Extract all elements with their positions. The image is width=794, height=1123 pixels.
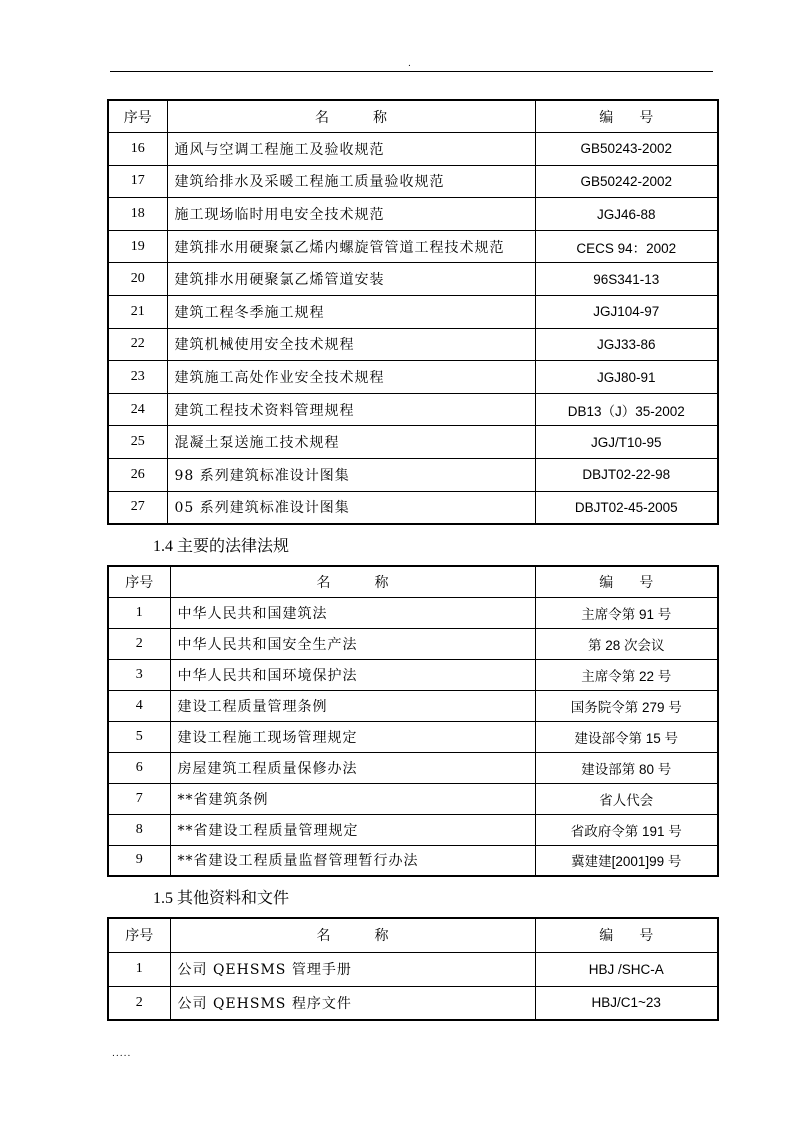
row-number: 3 — [108, 659, 170, 690]
header-name-a: 名 — [315, 109, 329, 126]
row-name: 建设工程施工现场管理规定 — [170, 721, 535, 752]
row-code: 主席令第 91 号 — [535, 597, 718, 628]
row-number: 25 — [108, 426, 167, 459]
header-code — [535, 566, 718, 597]
row-code: CECS 94：2002 — [535, 230, 718, 263]
row-name: 公司 QEHSMS 管理手册 — [170, 952, 535, 986]
row-code: 冀建建[2001]99 号 — [535, 845, 718, 876]
row-code: HBJ /SHC-A — [535, 952, 718, 986]
row-name: 中华人民共和国建筑法 — [170, 597, 535, 628]
row-code: HBJ/C1~23 — [535, 986, 718, 1020]
standards-table — [107, 99, 719, 525]
section-text: 其他资料和文件 — [177, 888, 290, 907]
row-name: 建筑给排水及采暖工程施工质量验收规范 — [167, 165, 535, 198]
row-code: JGJ/T10-95 — [535, 426, 718, 459]
row-code: 建设部第 80 号 — [535, 752, 718, 783]
section-number: 1.4 — [153, 538, 173, 555]
row-name: **省建筑条例 — [170, 783, 535, 814]
row-name: 建筑机械使用安全技术规程 — [167, 328, 535, 361]
header-dot: . — [408, 59, 411, 69]
header-code-a: 编 — [599, 928, 614, 945]
section-text: 主要的法律法规 — [177, 536, 290, 555]
table-row — [108, 198, 718, 231]
row-number: 1 — [108, 952, 170, 986]
row-number: 23 — [108, 361, 167, 394]
header-name-b: 称 — [374, 574, 389, 591]
row-code: 96S341-13 — [535, 263, 718, 296]
row-code: 第 28 次会议 — [535, 628, 718, 659]
header-code-a: 编 — [599, 574, 614, 591]
table-row — [108, 986, 718, 1020]
table-row — [108, 597, 718, 628]
table-row — [108, 491, 718, 524]
row-number: 6 — [108, 752, 170, 783]
row-name: **省建设工程质量监督管理暂行办法 — [170, 845, 535, 876]
row-code: 国务院令第 279 号 — [535, 690, 718, 721]
table-row — [108, 361, 718, 394]
table-row — [108, 721, 718, 752]
table-header-row — [108, 566, 718, 597]
table-row — [108, 690, 718, 721]
table-row — [108, 752, 718, 783]
row-name: **省建设工程质量管理规定 — [170, 814, 535, 845]
header-rule — [110, 71, 713, 72]
row-number: 20 — [108, 263, 167, 296]
header-no: 序号 — [108, 566, 170, 597]
row-name: 公司 QEHSMS 程序文件 — [170, 986, 535, 1020]
row-code: DB13（J）35-2002 — [535, 393, 718, 426]
row-code: GB50242-2002 — [535, 165, 718, 198]
table-row — [108, 845, 718, 876]
row-number: 24 — [108, 393, 167, 426]
table-row — [108, 952, 718, 986]
row-code: JGJ33-86 — [535, 328, 718, 361]
row-code: DBJT02-45-2005 — [535, 491, 718, 524]
row-code: JGJ104-97 — [535, 296, 718, 329]
table-header-row — [108, 918, 718, 952]
row-number: 19 — [108, 230, 167, 263]
table-row — [108, 426, 718, 459]
documents-table — [107, 917, 719, 1021]
row-number: 16 — [108, 133, 167, 166]
row-name: 建筑工程技术资料管理规程 — [167, 393, 535, 426]
row-number: 1 — [108, 597, 170, 628]
row-code: JGJ80-91 — [535, 361, 718, 394]
header-no: 序号 — [108, 100, 167, 133]
standards-table-body — [108, 100, 718, 524]
row-name: 建筑工程冬季施工规程 — [167, 296, 535, 329]
table-row — [108, 628, 718, 659]
row-code: 主席令第 22 号 — [535, 659, 718, 690]
header-name — [170, 566, 535, 597]
row-name: 建筑施工高处作业安全技术规程 — [167, 361, 535, 394]
section-title-1-5 — [153, 889, 289, 908]
row-name: 建筑排水用硬聚氯乙烯管道安装 — [167, 263, 535, 296]
table-row — [108, 133, 718, 166]
table-row — [108, 459, 718, 492]
row-code: DBJT02-22-98 — [535, 459, 718, 492]
row-number: 7 — [108, 783, 170, 814]
header-name-b: 称 — [373, 109, 387, 126]
row-number: 8 — [108, 814, 170, 845]
row-number: 5 — [108, 721, 170, 752]
row-name: 混凝土泵送施工技术规程 — [167, 426, 535, 459]
footer-dots: ..... — [112, 1049, 132, 1059]
header-no: 序号 — [108, 918, 170, 952]
row-number: 18 — [108, 198, 167, 231]
row-name: 通风与空调工程施工及验收规范 — [167, 133, 535, 166]
row-number: 9 — [108, 845, 170, 876]
header-name — [167, 100, 535, 133]
section-title-1-4 — [153, 537, 289, 556]
row-number: 4 — [108, 690, 170, 721]
row-code: 省政府令第 191 号 — [535, 814, 718, 845]
table-row — [108, 230, 718, 263]
row-code: JGJ46-88 — [535, 198, 718, 231]
row-name: 中华人民共和国环境保护法 — [170, 659, 535, 690]
row-number: 2 — [108, 628, 170, 659]
row-name: 房屋建筑工程质量保修办法 — [170, 752, 535, 783]
table-row — [108, 263, 718, 296]
row-name: 建设工程质量管理条例 — [170, 690, 535, 721]
header-code-b: 号 — [639, 574, 654, 591]
header-name-a: 名 — [316, 928, 331, 945]
table-header-row — [108, 100, 718, 133]
row-name: 施工现场临时用电安全技术规范 — [167, 198, 535, 231]
header-code — [535, 100, 718, 133]
header-code-b: 号 — [639, 109, 654, 126]
row-number: 2 — [108, 986, 170, 1020]
row-code: 建设部令第 15 号 — [535, 721, 718, 752]
header-code-b: 号 — [639, 928, 654, 945]
documents-table-body — [108, 918, 718, 1020]
laws-table-body — [108, 566, 718, 876]
row-name: 建筑排水用硬聚氯乙烯内螺旋管管道工程技术规范 — [167, 230, 535, 263]
table-row — [108, 393, 718, 426]
row-name: 05 系列建筑标准设计图集 — [167, 491, 535, 524]
table-row — [108, 328, 718, 361]
row-code: GB50243-2002 — [535, 133, 718, 166]
row-number: 21 — [108, 296, 167, 329]
header-code — [535, 918, 718, 952]
header-code-a: 编 — [599, 109, 614, 126]
table-row — [108, 783, 718, 814]
laws-table — [107, 565, 719, 877]
row-number: 26 — [108, 459, 167, 492]
header-name-a: 名 — [316, 574, 331, 591]
row-name: 98 系列建筑标准设计图集 — [167, 459, 535, 492]
row-number: 22 — [108, 328, 167, 361]
section-number: 1.5 — [153, 890, 173, 907]
header-name-b: 称 — [374, 928, 389, 945]
row-number: 27 — [108, 491, 167, 524]
row-code: 省人代会 — [535, 783, 718, 814]
row-number: 17 — [108, 165, 167, 198]
table-row — [108, 165, 718, 198]
table-row — [108, 659, 718, 690]
table-row — [108, 814, 718, 845]
header-name — [170, 918, 535, 952]
table-row — [108, 296, 718, 329]
row-name: 中华人民共和国安全生产法 — [170, 628, 535, 659]
